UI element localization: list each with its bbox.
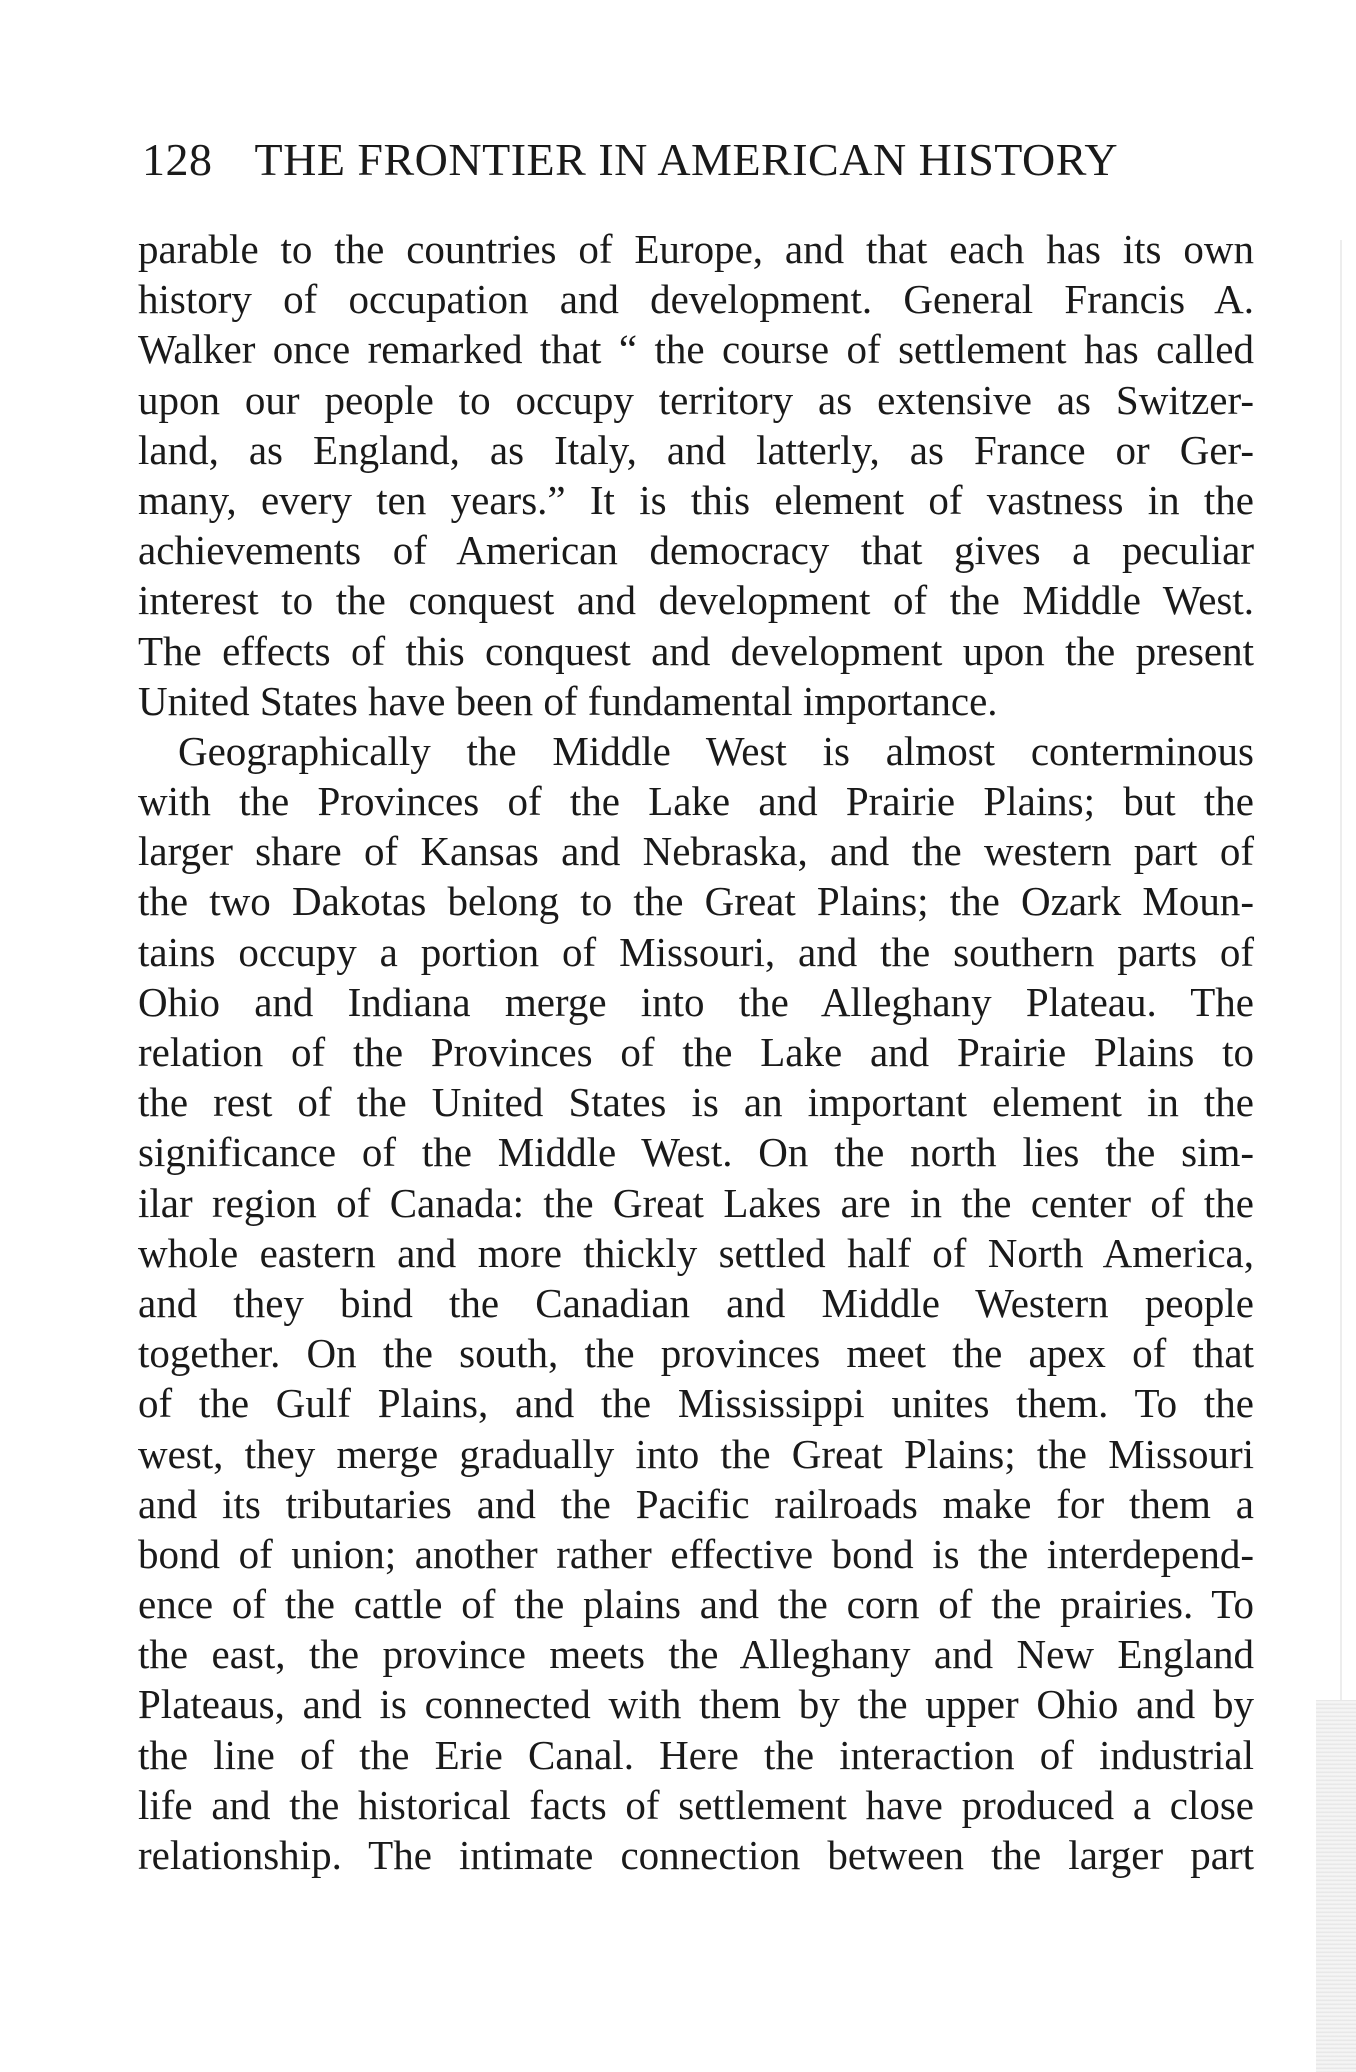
paragraph-1 (138, 224, 1254, 726)
text-line: land, as England, as Italy, and latterly, as France or Ger- (138, 426, 1254, 473)
text-line: of the Gulf Plains, and the Mississippi unites them. To the (138, 1380, 1254, 1427)
text-line: and they bind the Canadian and Middle Western people (138, 1279, 1254, 1326)
text-line: the east, the province meets the Alleghany and New England (138, 1631, 1254, 1678)
text-line: Geographically the Middle West is almost conterminous (178, 727, 1254, 774)
text-line: significance of the Middle West. On the north lies the sim- (138, 1129, 1254, 1176)
text-line: achievements of American democracy that gives a peculiar (138, 527, 1254, 574)
body-text (138, 224, 1254, 1880)
text-line: life and the historical facts of settlement have produced a close (138, 1781, 1254, 1828)
text-line: relationship. The intimate connection between the larger part (138, 1832, 1254, 1878)
text-line: parable to the countries of Europe, and that each has its own (138, 226, 1254, 272)
text-line: the two Dakotas belong to the Great Plains; the Ozark Moun- (138, 878, 1254, 925)
text-line: Plateaus, and is connected with them by the upper Ohio and by (138, 1681, 1254, 1728)
text-line: interest to the conquest and development of the Middle West. (138, 577, 1254, 624)
text-line: United States have been of fundamental importance. (138, 677, 998, 724)
page-edge-line (1340, 240, 1342, 1700)
paragraph-2 (138, 726, 1254, 1880)
text-line: with the Provinces of the Lake and Prairie Plains; but the (138, 778, 1254, 825)
text-line: larger share of Kansas and Nebraska, and the western part of (138, 828, 1254, 875)
text-line: relation of the Provinces of the Lake and Prairie Plains to (138, 1029, 1254, 1075)
text-line: The effects of this conquest and development upon the present (138, 627, 1254, 674)
text-line: tains occupy a portion of Missouri, and the southern parts of (138, 928, 1254, 975)
text-line: upon our people to occupy territory as extensive as Switzer- (138, 376, 1254, 423)
running-title: THE FRONTIER IN AMERICAN HISTORY (254, 134, 1119, 185)
text-line: ilar region of Canada: the Great Lakes are in the center of the (138, 1179, 1254, 1226)
text-line: Ohio and Indiana merge into the Alleghany Plateau. The (138, 978, 1254, 1025)
text-line: Walker once remarked that “ the course of settlement has called (138, 326, 1254, 373)
text-line: the rest of the United States is an important element in the (138, 1079, 1254, 1126)
running-head (142, 132, 1252, 188)
text-line: and its tributaries and the Pacific railroads make for them a (138, 1480, 1254, 1527)
text-line: the line of the Erie Canal. Here the interaction of industrial (138, 1731, 1254, 1778)
text-line: many, every ten years.” It is this element of vastness in the (138, 476, 1254, 523)
text-line: west, they merge gradually into the Great Plains; the Missouri (138, 1430, 1254, 1477)
text-line: together. On the south, the provinces meet the apex of that (138, 1330, 1254, 1377)
text-line: whole eastern and more thickly settled half of North America, (138, 1229, 1254, 1276)
page-edge-shading (1316, 1700, 1356, 2072)
page-number: 128 (142, 134, 213, 185)
text-line: bond of union; another rather effective bond is the interdepend- (138, 1530, 1254, 1577)
text-line: history of occupation and development. General Francis A. (138, 276, 1254, 323)
text-line: ence of the cattle of the plains and the corn of the prairies. To (138, 1581, 1254, 1628)
